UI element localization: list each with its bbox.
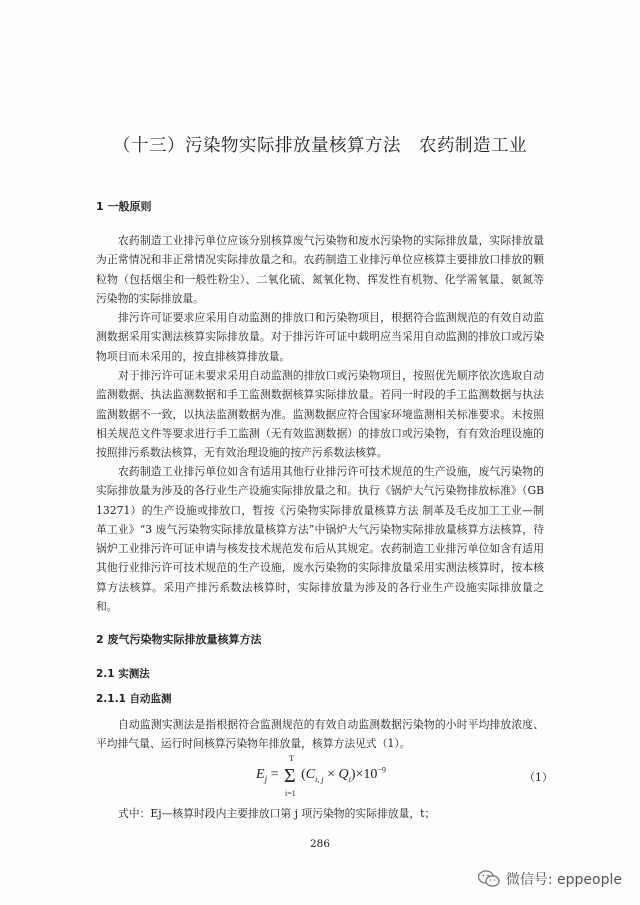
paragraph-1: 农药制造工业排污单位应该分别核算废气污染物和废水污染物的实际排放量，实际排放量为正常情况和非正常情况实际排放量之和。农药制造工业排污单位应核算主要排放口排放的颗粒物（包括烟尘和一般性粉尘）、二氧化硫、氮氧化物、挥发性有机物、化学需氧量、氨氮等污染物的实际排放量。 xyxy=(96,234,544,305)
wechat-icon xyxy=(478,870,500,888)
page-title: （十三）污染物实际排放量核算方法 农药制造工业 xyxy=(113,136,527,156)
paragraph-2: 排污许可证要求应采用自动监测的排放口和污染物项目，根据符合监测规范的有效自动监测数据采用实测法核算实际排放量。对于排污许可证中载明应当采用自动监测的排放口或污染物项目而未采用的，按直排核算排放量。 xyxy=(96,311,544,363)
watermark-text: 微信号: eppeople xyxy=(505,872,622,888)
formula-number: （1） xyxy=(524,771,553,784)
paragraph-6: 式中：Ej—核算时段内主要排放口第 j 项污染物的实际排放量，t； xyxy=(118,807,436,820)
section-heading-2-1-1: 2.1.1 自动监测 xyxy=(96,693,172,705)
sigma-symbol: Σ T i=1 xyxy=(283,754,296,798)
section-heading-2: 2 废气污染物实际排放量核算方法 xyxy=(96,633,262,646)
paragraph-5: 自动监测实测法是指根据符合监测规范的有效自动监测数据污染物的小时平均排放浓度、平均排气量、运行时间核算污染物年排放量，核算方法见式（1）。 xyxy=(96,718,544,751)
section-heading-1: 1 一般原则 xyxy=(96,200,152,213)
watermark xyxy=(478,869,622,889)
formula-1 xyxy=(0,754,640,798)
paragraph-3: 对于排污许可证未要求采用自动监测的排放口或污染物项目，按照优先顺序依次选取自动监测数据、执法监测数据和手工监测数据核算实际排放量。若同一时段的手工监测数据与执法监测数据不一致，以执法监测数据为准。监测数据应符合国家环境监测相关标准要求。未按照相关规范文件等要求进行手工监测（无有效监测数据）的排放口或污染物，有有效治理设施的按照排污系数法核算，无有效治理设施的按产污系数法核算。 xyxy=(96,369,544,460)
section-heading-2-1: 2.1 实测法 xyxy=(96,668,150,680)
formula-expression: $E_j = \Sigma$ T i=1 $(C_{i, j} \times Q_i)\times 10^{-9}$ xyxy=(256,754,386,798)
paragraph-4: 农药制造工业排污单位如含有适用其他行业排污许可技术规范的生产设施，废气污染物的实际排放量为涉及的各行业生产设施实际排放量之和。执行《锅炉大气污染物排放标准》（GB 13271）的生产设施或排放口，暂按《污染物实际排放量核算方法 制革及毛皮加工工业—制革工业》“3 废气污染物实际排放量核算方法”中锅炉大气污染物实际排放量核算方法核算，待锅炉工业排污许可证申请与核发技术规范发布后从其规定。农药制造工业排污单位如含有适用其他行业排污许可技术规范的生产设施，废水污染物的实际排放量采用实测法核算时，按本核算方法核算。采用产排污系数法核算时，实际排放量为涉及的各行业生产设施实际排放量之和。 xyxy=(96,465,544,614)
page-number: 286 xyxy=(309,838,331,850)
